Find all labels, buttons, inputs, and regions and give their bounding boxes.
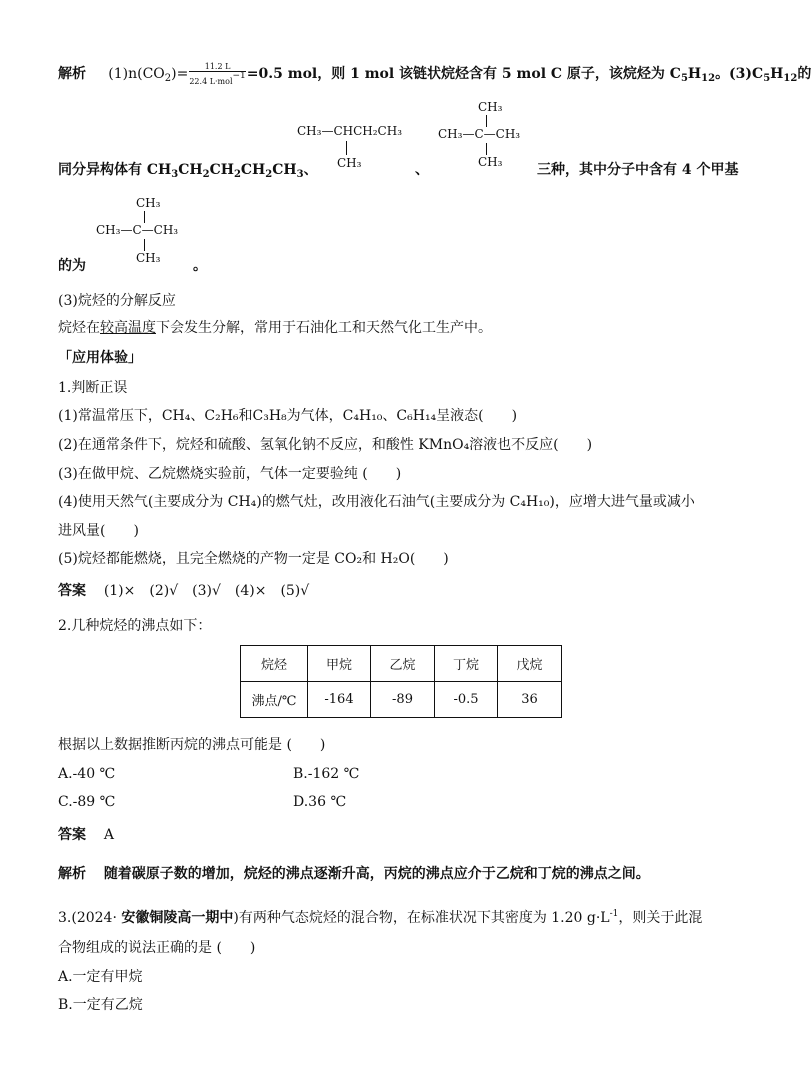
q2-answer	[58, 825, 114, 845]
answer-text: (1)× (2)√ (3)√ (4)× (5)√	[103, 583, 310, 599]
table-cell: 甲烷	[308, 646, 371, 682]
q3-source: 安徽铜陵高一期中	[121, 910, 234, 926]
period: 。	[193, 258, 207, 274]
analysis-text: 随着碳原子数的增加，烷烃的沸点逐渐升高，丙烷的沸点应介于乙烷和丁烷的沸点之间。	[103, 866, 650, 882]
q2-option-a: A.-40 ℃	[58, 766, 116, 782]
table-cell: 沸点/℃	[241, 682, 308, 718]
table-cell: 戊烷	[498, 646, 562, 682]
table-header-row	[241, 646, 562, 682]
table-cell: 乙烷	[371, 646, 435, 682]
underlined-term: 较高温度	[100, 320, 156, 336]
q2-option-d: D.36 ℃	[293, 794, 347, 810]
table-cell: -164	[308, 682, 371, 718]
q2-analysis	[58, 864, 650, 884]
structure-bottom-methyl: CH₃	[136, 251, 161, 265]
analysis-line-2: 同分异构体有 $CH_3CH_2CH_2CH_2CH_3$、	[58, 162, 318, 180]
q3-line-2: 合物组成的说法正确的是 ( )	[58, 940, 256, 956]
table-cell: -0.5	[435, 682, 498, 718]
q2-option-c: C.-89 ℃	[58, 794, 116, 810]
apply-heading: 「应用体验」	[58, 350, 142, 366]
analysis-label: 解析	[58, 66, 86, 82]
analysis-line-3: 的为	[58, 258, 86, 274]
q1-item-2: (2)在通常条件下，烷烃和硫酸、氢氧化钠不反应，和酸性 KMnO₄溶液也不反应( )	[58, 437, 593, 453]
structure-main-chain: CH₃—C—CH₃	[96, 223, 179, 237]
analysis-line-1	[58, 62, 811, 89]
q3-line-1: 3.(2024· 安徽铜陵高一期中)有两种气态烷烃的混合物，在标准状况下其密度为 1.20 $g\cdot L^{-1}$，则关于此混	[58, 909, 703, 926]
analysis-label: 解析	[58, 866, 86, 882]
q2-option-b: B.-162 ℃	[293, 766, 360, 782]
q1-item-5: (5)烷烃都能燃烧，且完全燃烧的产物一定是 CO₂和 H₂O( )	[58, 551, 449, 567]
q1-answer	[58, 581, 309, 601]
structure-main-chain: CH₃—CHCH₂CH₃	[297, 124, 403, 138]
q3-option-a: A.一定有甲烷	[58, 969, 143, 985]
answer-label: 答案	[58, 827, 86, 843]
fraction: $\frac{11.2 L}{\text{22.4 L·mol−1}}$	[189, 62, 246, 86]
structure-main-chain: CH₃—C—CH₃	[438, 127, 521, 141]
table-cell: 36	[498, 682, 562, 718]
answer-label: 答案	[58, 583, 86, 599]
q1-item-4: (4)使用天然气(主要成分为 CH₄)的燃气灶，改用液化石油气(主要成分为 C₄H₁₀)，应增大进气量或减小	[58, 494, 695, 510]
structure-bottom-methyl: CH₃	[478, 155, 503, 169]
section-title: (3)烷烃的分解反应	[58, 293, 176, 309]
analysis-text: $(1)n(CO_2)=$ $\frac{11.2 L}{\text{22.4 L·mol−1}}$ =0.5 mol，则 1 mol 该链状烷烃含有 5 mol C 原子，该烷烃为 $C_5H_{12}$。$(3)C_5H_{12}$的	[108, 62, 811, 86]
separator: 、	[415, 162, 429, 178]
structure-top-methyl: CH₃	[478, 100, 503, 114]
structure-top-methyl: CH₃	[136, 196, 161, 210]
table-cell: 丁烷	[435, 646, 498, 682]
q1-title: 1.判断正误	[58, 380, 128, 396]
q1-item-4-cont: 进风量( )	[58, 523, 139, 539]
analysis-line-2-end: 三种，其中分子中含有 4 个甲基	[537, 162, 739, 178]
q2-title: 2.几种烷烃的沸点如下：	[58, 618, 212, 634]
section-text: 烷烃在较高温度下会发生分解，常用于石油化工和天然气化工生产中。	[58, 320, 492, 336]
q3-option-b: B.一定有乙烷	[58, 997, 143, 1013]
q1-item-3: (3)在做甲烷、乙烷燃烧实验前，气体一定要验纯 ( )	[58, 466, 402, 482]
table-cell: 烷烃	[241, 646, 308, 682]
table-cell: -89	[371, 682, 435, 718]
table-row	[241, 682, 562, 718]
answer-text: A	[103, 827, 114, 843]
q1-item-1: (1)常温常压下，CH₄、C₂H₆和C₃H₈为气体，C₄H₁₀、C₆H₁₄呈液态( )	[58, 408, 518, 424]
boiling-point-table	[240, 645, 562, 718]
q2-question: 根据以上数据推断丙烷的沸点可能是 ( )	[58, 737, 326, 753]
structure-branch: CH₃	[337, 156, 362, 170]
